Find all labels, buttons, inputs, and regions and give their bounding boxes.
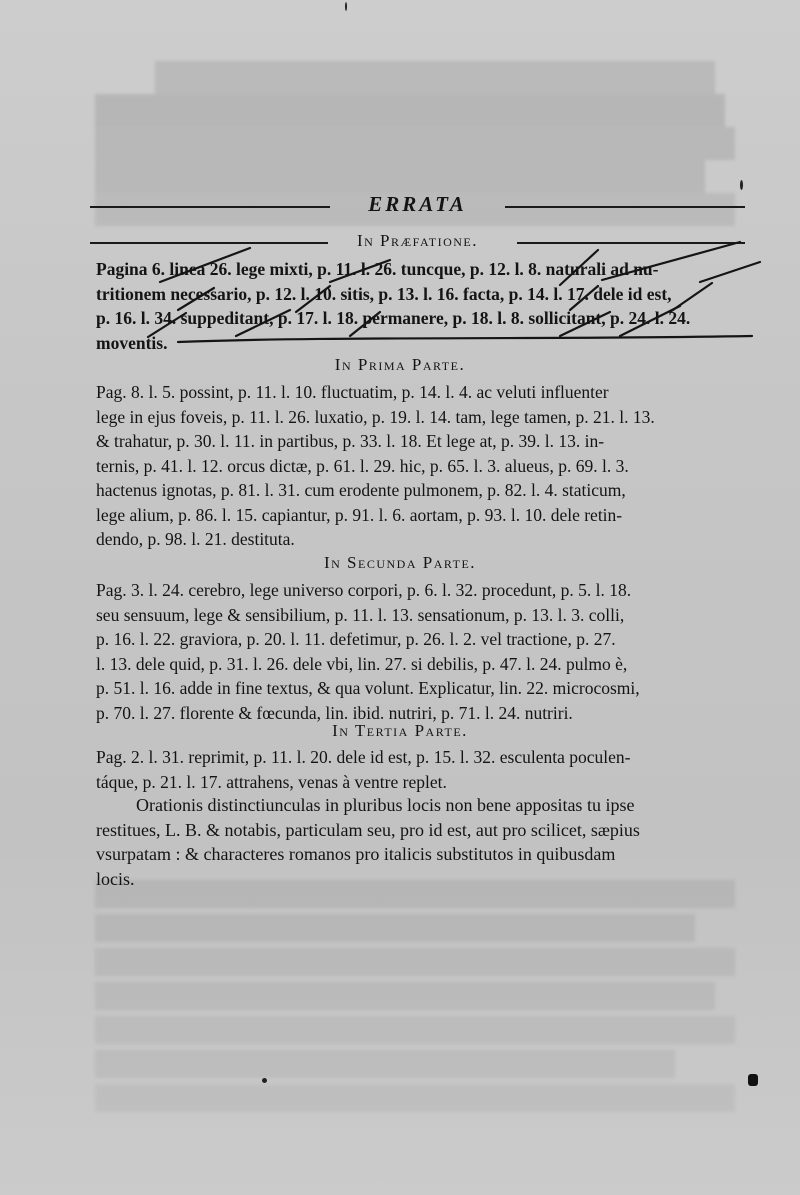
text-line: lege alium, p. 86. l. 15. capiantur, p. 91. l. 6. aortam, p. 93. l. 10. dele retin-	[96, 504, 623, 525]
bleed-through-bottom	[95, 880, 735, 1118]
text-line: p. 16. l. 34. suppeditant, p. 17. l. 18. permanere, p. 18. l. 8. sollicitant, p. 24. l. 24.	[96, 308, 691, 328]
ink-speck	[262, 1078, 267, 1083]
text-line: p. 16. l. 22. graviora, p. 20. l. 11. defetimur, p. 26. l. 2. vel tractione, p. 27.	[96, 629, 616, 649]
ink-speck	[740, 180, 743, 190]
ink-blot	[748, 1074, 758, 1086]
section-header-praefatione	[90, 231, 745, 255]
text-line: dendo, p. 98. l. 21. destituta.	[96, 529, 295, 549]
text-line: Pag. 3. l. 24. cerebro, lege universo corpori, p. 6. l. 32. procedunt, p. 5. l. 18.	[96, 580, 632, 600]
text-line: moventis.	[96, 332, 168, 353]
page-title: ERRATA	[368, 192, 467, 216]
text-line: restitues, L. B. & notabis, particulam seu, pro id est, aut pro scilicet, sæpius	[96, 819, 640, 840]
text-line: Pag. 8. l. 5. possint, p. 11. l. 10. fluctuatim, p. 14. l. 4. ac veluti influenter	[96, 382, 609, 402]
text-line: Orationis distinctiunculas in pluribus locis non bene appositas tu ipse	[136, 795, 635, 815]
text-line: Pagina 6. linea 26. lege mixti, p. 11. l. 26. tuncque, p. 12. l. 8. naturali ad nu-	[96, 259, 659, 279]
section-title: In Tertia Parte.	[332, 721, 468, 740]
text-line: seu sensuum, lege & sensibilium, p. 11. l. 13. sensationum, p. 13. l. 3. colli,	[96, 604, 625, 625]
text-line: ternis, p. 41. l. 12. orcus dictæ, p. 61. l. 29. hic, p. 65. l. 3. alueus, p. 69. l. 3.	[96, 455, 629, 476]
text-line: tritionem necessario, p. 12. l. 10. sitis, p. 13. l. 16. facta, p. 14. l. 17. dele id est,	[96, 283, 672, 304]
errata-heading-row	[90, 192, 745, 222]
section-body-secunda-parte	[96, 578, 756, 725]
ink-speck	[345, 2, 347, 11]
text-line: vsurpatam : & characteres romanos pro italicis substitutos in quibusdam	[96, 844, 616, 864]
text-line: p. 70. l. 27. florente & fœcunda, lin. ibid. nutriri, p. 71. l. 24. nutriri.	[96, 702, 573, 723]
closing-note	[96, 793, 756, 891]
section-title: In Præfatione.	[356, 231, 479, 250]
section-body-prima-parte	[96, 380, 756, 552]
text-line: locis.	[96, 868, 135, 889]
text-line: lege in ejus foveis, p. 11. l. 26. luxatio, p. 19. l. 14. tam, lege tamen, p. 21. l. 13.	[96, 406, 655, 427]
section-title: In Secunda Parte.	[323, 553, 477, 572]
section-body-praefatione	[96, 257, 756, 355]
text-line: táque, p. 21. l. 17. attrahens, venas à ventre replet.	[96, 771, 447, 792]
section-body-tertia-parte	[96, 745, 756, 794]
text-line: Pag. 2. l. 31. reprimit, p. 11. l. 20. dele id est, p. 15. l. 32. esculenta poculen-	[96, 747, 631, 767]
text-line: l. 13. dele quid, p. 31. l. 26. dele vbi, lin. 27. si debilis, p. 47. l. 24. pulmo è,	[96, 653, 628, 674]
section-title: In Prima Parte.	[334, 355, 466, 374]
text-line: hactenus ignotas, p. 81. l. 31. cum erodente pulmonem, p. 82. l. 4. staticum,	[96, 480, 626, 500]
text-line: & trahatur, p. 30. l. 11. in partibus, p. 33. l. 18. Et lege at, p. 39. l. 13. in-	[96, 431, 605, 451]
text-line: p. 51. l. 16. adde in fine textus, & qua volunt. Explicatur, lin. 22. microcosmi,	[96, 678, 640, 698]
